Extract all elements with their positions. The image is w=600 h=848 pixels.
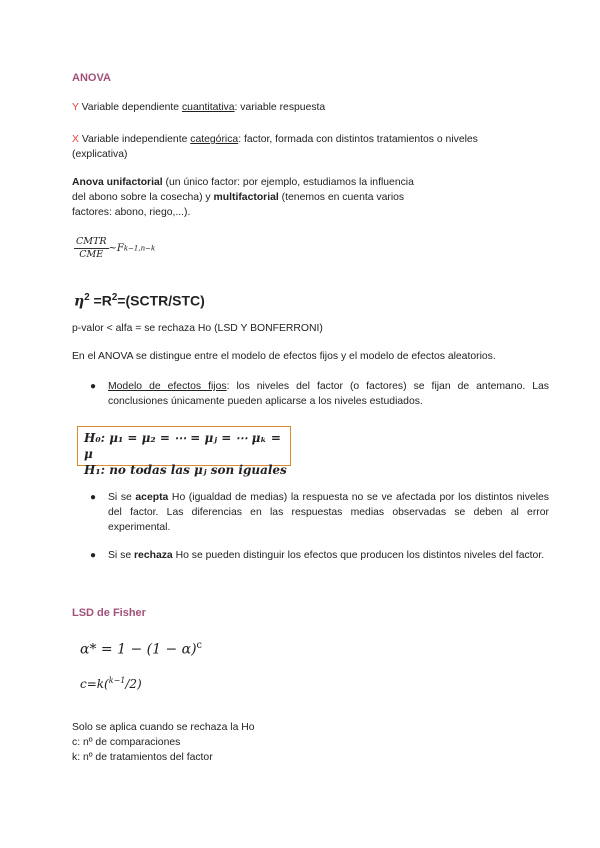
y-variable-line: Y Variable dependiente cuantitativa: variable respuesta [72, 102, 326, 113]
x-label: X [72, 134, 79, 145]
alpha-star-formula: $\alpha* = 1 - (1 - \alpha)^c$ [80, 640, 203, 658]
h0-hypothesis: H₀: μ₁ = μ₂ = ⋯ = μⱼ = ⋯ μₖ = μ [84, 431, 281, 461]
models-line: En el ANOVA se distingue entre el modelo de efectos fijos y el modelo de efectos aleatorios. [72, 351, 496, 362]
lsd-note-3: k: nº de tratamientos del factor [72, 752, 213, 763]
lsd-note-2: c: nº de comparaciones [72, 737, 181, 748]
p-value-line: p-valor < alfa = se rechaza Ho (LSD Y BONFERRONI) [72, 323, 323, 334]
x-type: categórica [190, 134, 239, 145]
hypothesis-box [77, 426, 291, 477]
y-type: cuantitativa [181, 102, 235, 113]
x-variable-line: X Variable independiente categórica: factor, formada con distintos tratamientos o niveles (explicativa) [72, 134, 478, 160]
bullet-accept-ho: ● Si se acepta Ho (igualdad de medias) la respuesta no se ve afectada por los distintos niveles del factor. Las diferencias en las respuestas medias observadas se deben al error experimental. [90, 492, 549, 533]
lsd-note-1: Solo se aplica cuando se rechaza la Ho [72, 722, 255, 733]
c-formula: c=k($^{k-1}$/2) [80, 676, 142, 691]
anova-types-paragraph: Anova unifactorial (un único factor: por ejemplo, estudiamos la influencia del abono sobre la cosecha) y multifactorial (tenemos en cuenta varios factores: abono, riego,...). [72, 177, 414, 218]
h1-hypothesis: H₁: no todas las μⱼ son iguales [84, 463, 287, 477]
eta-squared-formula: $\eta^2$ $=R^2=(SCTR/STC)$ [74, 292, 205, 310]
lsd-heading: LSD de Fisher [72, 607, 146, 619]
y-label: Y [72, 102, 79, 113]
bullet-fixed-effects: ● Modelo de efectos fijos: los niveles del factor (o factores) se fijan de antemano. Las conclusiones únicamente pueden aplicarse a los niveles estudiados. [90, 381, 550, 407]
anova-heading: ANOVA [72, 72, 111, 84]
bullet-reject-ho: ● Si se rechaza Ho se pueden distinguir los efectos que producen los distintos niveles del factor. [90, 550, 545, 561]
lsd-notes [72, 720, 255, 765]
f-ratio-formula: $\frac{\text{CMTR}}{\text{CME}}$ ~Fk−1,n−k [76, 236, 156, 260]
